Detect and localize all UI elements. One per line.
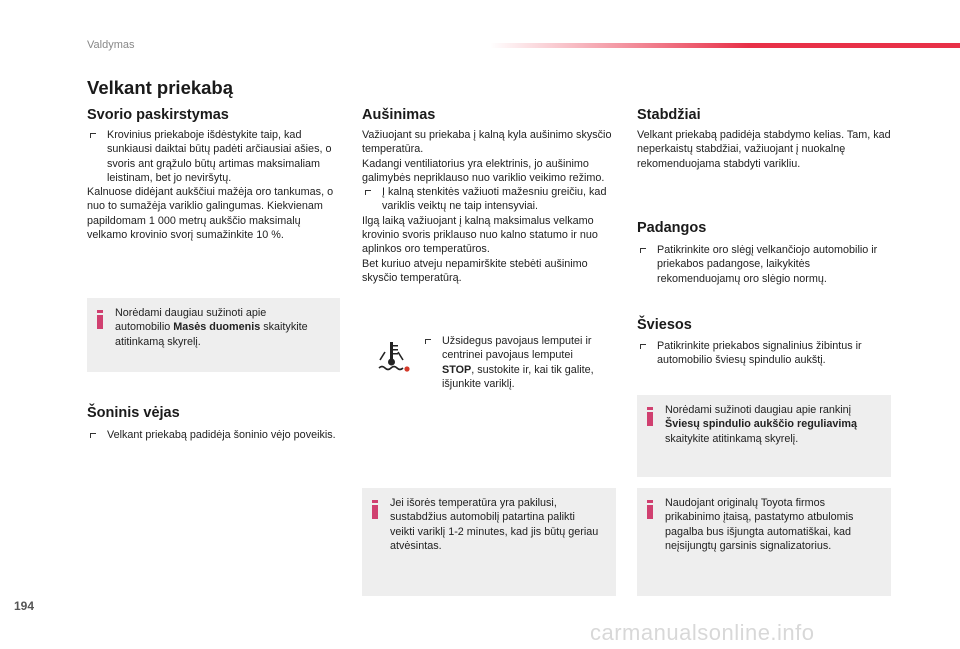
coolant-warning-text: Užsidegus pavojaus lemputei ir centrinei pavojaus lemputei STOP, sustokite ir, kai tik galite, išjunkite variklį. (422, 334, 602, 391)
info-box-mass-text: Norėdami daugiau sužinoti apie automobilio Masės duomenis skaitykite atitinkamą skyrelį. (115, 307, 308, 348)
info-icon (647, 500, 653, 519)
tyres-text (637, 243, 892, 286)
info-box-engine-cooling (362, 488, 616, 596)
cooling-paragraph-4: Bet kuriuo atveju nepamirškite stebėti aušinimo skysčio temperatūrą. (362, 257, 588, 284)
section-label: Valdymas (87, 39, 135, 51)
footer-watermark: carmanualsonline.info (590, 620, 815, 645)
heading-tyres: Padangos (637, 220, 707, 236)
page-title: Velkant priekabą (87, 77, 234, 98)
weight-text (87, 128, 337, 242)
heading-cooling: Aušinimas (362, 107, 436, 123)
page-number: 194 (14, 599, 35, 613)
tyres-bullet: Patikrinkite oro slėgį velkančiojo automobilio ir priekabos padangose, laikykitės rekomenduojamų oro slėgio normų. (637, 243, 892, 286)
brakes-text: Velkant priekabą padidėja stabdymo kelias. Tam, kad neperkaistų stabdžiai, važiuojant į nuokalnę rekomenduojama stabdyti varikliu. (637, 129, 891, 170)
lights-text (637, 339, 892, 368)
coolant-warning-box (362, 323, 616, 403)
info-icon (372, 500, 378, 519)
info-box-engine-cooling-text: Jei išorės temperatūra yra pakilusi, sustabdžius automobilį patartina palikti veikti variklį 1-2 minutes, kad jis būtų geriau atvėsintas. (390, 497, 599, 552)
info-box-headlamp-text: Norėdami sužinoti daugiau apie rankinį Šviesų spindulio aukščio reguliavimą skaitykite atitinkamą skyrelį. (665, 404, 858, 445)
info-box-mass (87, 298, 340, 372)
info-box-headlamp-adjustment (637, 395, 891, 477)
heading-lights: Šviesos (637, 317, 692, 333)
cooling-paragraph-2: Kadangi ventiliatorius yra elektrinis, jo aušinimo galimybės nepriklauso nuo variklio veikimo režimo. (362, 157, 605, 184)
info-icon (647, 407, 653, 426)
side-wind-bullet: Velkant priekabą padidėja šoninio vėjo poveikis. (87, 428, 337, 442)
weight-paragraph: Kalnuose didėjant aukščiui mažėja oro tankumas, o nuo to sumažėja variklio galingumas. Kiekvienam papildomam 1 000 metrų aukščio maksimalų velkamo krovinio svorį sumažinkite 10 %. (87, 186, 334, 242)
cooling-bullet: Į kalną stenkitės važiuoti mažesniu greičiu, kad variklis veiktų ne taip intensyviai. (362, 185, 618, 214)
side-wind-text (87, 428, 337, 442)
info-icon (97, 310, 103, 329)
heading-side-wind: Šoninis vėjas (87, 405, 180, 421)
heading-brakes: Stabdžiai (637, 107, 701, 123)
header-accent-bar (490, 43, 960, 48)
lights-bullet: Patikrinkite priekabos signalinius žibintus ir automobilio šviesų spindulio aukštį. (637, 339, 892, 368)
info-box-towbar-text: Naudojant originalų Toyota firmos prikabinimo įtaisą, pastatymo atbulomis pagalba bus išjungta automatiškai, kad neįsijungtų garsinis signalizatorius. (665, 497, 854, 552)
info-box-towbar (637, 488, 891, 596)
weight-bullet: Krovinius priekaboje išdėstykite taip, kad sunkiausi daiktai būtų padėti arčiausiai ašies, o svoris ant grąžulo būtų artimas maksimaliam leistinam, bet jo neviršytų. (87, 128, 337, 185)
cooling-paragraph-3: Ilgą laiką važiuojant į kalną maksimalus velkamo krovinio svoris priklauso nuo kalno statumo ir nuo aplinkos oro temperatūros. (362, 214, 598, 256)
cooling-text (362, 128, 618, 285)
heading-weight-distribution: Svorio paskirstymas (87, 107, 229, 123)
cooling-paragraph-1: Važiuojant su priekaba į kalną kyla aušinimo skysčio temperatūra. (362, 129, 612, 156)
coolant-temperature-warning-icon (374, 338, 410, 374)
